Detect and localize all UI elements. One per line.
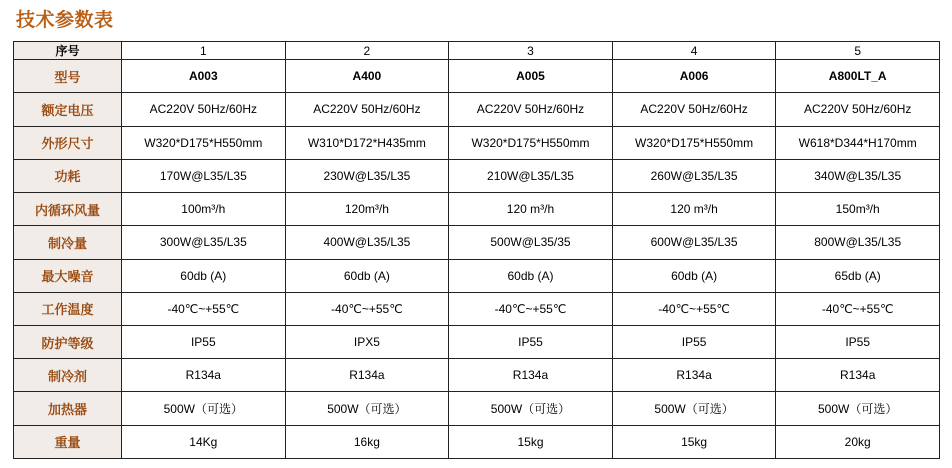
row-label-refrigerant: 制冷剂 — [14, 359, 122, 392]
spec-row-rated-voltage — [14, 93, 940, 126]
cell-power-consumption: 230W@L35/L35 — [285, 159, 449, 192]
cell-internal-airflow: 150m³/h — [776, 193, 940, 226]
cell-weight: 14Kg — [122, 425, 286, 458]
cell-protection-rating: IP55 — [122, 326, 286, 359]
spec-table-body — [14, 42, 940, 459]
spec-row-refrigerant — [14, 359, 940, 392]
cell-power-consumption: 340W@L35/L35 — [776, 159, 940, 192]
cell-weight: 15kg — [449, 425, 613, 458]
spec-row-weight — [14, 425, 940, 458]
row-label-max-noise: 最大噪音 — [14, 259, 122, 292]
cell-max-noise: 60db (A) — [449, 259, 613, 292]
column-number: 1 — [122, 42, 286, 60]
row-label-protection-rating: 防护等级 — [14, 326, 122, 359]
cell-power-consumption: 210W@L35/L35 — [449, 159, 613, 192]
row-label-weight: 重量 — [14, 425, 122, 458]
row-label-power-consumption: 功耗 — [14, 159, 122, 192]
cell-rated-voltage: AC220V 50Hz/60Hz — [612, 93, 776, 126]
column-number: 3 — [449, 42, 613, 60]
spec-row-protection-rating — [14, 326, 940, 359]
cell-dimensions: W618*D344*H170mm — [776, 126, 940, 159]
cell-model: A003 — [122, 60, 286, 93]
spec-row-dimensions — [14, 126, 940, 159]
column-number: 2 — [285, 42, 449, 60]
cell-model: A006 — [612, 60, 776, 93]
cell-cooling-capacity: 400W@L35/L35 — [285, 226, 449, 259]
cell-weight: 16kg — [285, 425, 449, 458]
cell-refrigerant: R134a — [122, 359, 286, 392]
cell-power-consumption: 170W@L35/L35 — [122, 159, 286, 192]
cell-model: A800LT_A — [776, 60, 940, 93]
cell-dimensions: W320*D175*H550mm — [612, 126, 776, 159]
row-label-operating-temperature: 工作温度 — [14, 292, 122, 325]
cell-rated-voltage: AC220V 50Hz/60Hz — [776, 93, 940, 126]
cell-model: A400 — [285, 60, 449, 93]
cell-operating-temperature: -40℃~+55℃ — [612, 292, 776, 325]
spec-row-max-noise — [14, 259, 940, 292]
cell-cooling-capacity: 300W@L35/L35 — [122, 226, 286, 259]
cell-rated-voltage: AC220V 50Hz/60Hz — [285, 93, 449, 126]
row-label-model: 型号 — [14, 60, 122, 93]
cell-operating-temperature: -40℃~+55℃ — [449, 292, 613, 325]
cell-dimensions: W320*D175*H550mm — [449, 126, 613, 159]
spec-row-heater — [14, 392, 940, 425]
cell-dimensions: W310*D172*H435mm — [285, 126, 449, 159]
cell-refrigerant: R134a — [776, 359, 940, 392]
cell-weight: 15kg — [612, 425, 776, 458]
cell-refrigerant: R134a — [449, 359, 613, 392]
cell-rated-voltage: AC220V 50Hz/60Hz — [449, 93, 613, 126]
cell-model: A005 — [449, 60, 613, 93]
cell-protection-rating: IP55 — [776, 326, 940, 359]
cell-heater: 500W（可选） — [449, 392, 613, 425]
cell-cooling-capacity: 600W@L35/L35 — [612, 226, 776, 259]
row-label-rated-voltage: 额定电压 — [14, 93, 122, 126]
column-number: 5 — [776, 42, 940, 60]
cell-refrigerant: R134a — [285, 359, 449, 392]
spec-row-model — [14, 60, 940, 93]
page-title: 技术参数表 — [16, 9, 114, 31]
cell-cooling-capacity: 500W@L35/35 — [449, 226, 613, 259]
row-label-internal-airflow: 内循环风量 — [14, 193, 122, 226]
spec-row-operating-temperature — [14, 292, 940, 325]
cell-internal-airflow: 120m³/h — [285, 193, 449, 226]
cell-protection-rating: IP55 — [449, 326, 613, 359]
row-label-heater: 加热器 — [14, 392, 122, 425]
cell-power-consumption: 260W@L35/L35 — [612, 159, 776, 192]
cell-max-noise: 65db (A) — [776, 259, 940, 292]
header-row — [14, 42, 940, 60]
column-number: 4 — [612, 42, 776, 60]
cell-max-noise: 60db (A) — [122, 259, 286, 292]
cell-heater: 500W（可选） — [285, 392, 449, 425]
cell-internal-airflow: 100m³/h — [122, 193, 286, 226]
header-label: 序号 — [14, 42, 122, 60]
row-label-cooling-capacity: 制冷量 — [14, 226, 122, 259]
cell-max-noise: 60db (A) — [612, 259, 776, 292]
row-label-dimensions: 外形尺寸 — [14, 126, 122, 159]
spec-row-cooling-capacity — [14, 226, 940, 259]
cell-refrigerant: R134a — [612, 359, 776, 392]
spec-row-internal-airflow — [14, 193, 940, 226]
cell-heater: 500W（可选） — [776, 392, 940, 425]
cell-operating-temperature: -40℃~+55℃ — [776, 292, 940, 325]
cell-dimensions: W320*D175*H550mm — [122, 126, 286, 159]
cell-internal-airflow: 120 m³/h — [449, 193, 613, 226]
cell-operating-temperature: -40℃~+55℃ — [285, 292, 449, 325]
cell-cooling-capacity: 800W@L35/L35 — [776, 226, 940, 259]
spec-row-power-consumption — [14, 159, 940, 192]
cell-max-noise: 60db (A) — [285, 259, 449, 292]
cell-heater: 500W（可选） — [612, 392, 776, 425]
cell-protection-rating: IP55 — [612, 326, 776, 359]
cell-rated-voltage: AC220V 50Hz/60Hz — [122, 93, 286, 126]
cell-operating-temperature: -40℃~+55℃ — [122, 292, 286, 325]
cell-internal-airflow: 120 m³/h — [612, 193, 776, 226]
cell-heater: 500W（可选） — [122, 392, 286, 425]
cell-weight: 20kg — [776, 425, 940, 458]
spec-table — [13, 41, 940, 459]
cell-protection-rating: IPX5 — [285, 326, 449, 359]
